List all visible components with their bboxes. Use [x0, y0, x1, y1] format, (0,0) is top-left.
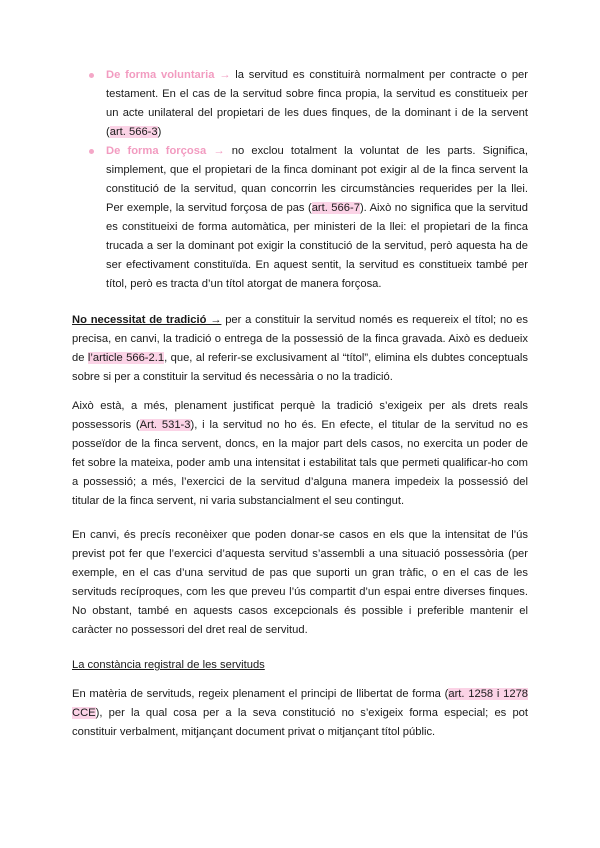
item-text-end: ): [157, 126, 162, 138]
paragraph-text: Això està, a més, plenament justificat perquè la tradició s’exigeix per als drets reals possessoris (: [72, 400, 528, 431]
constitution-forms-list: [0, 66, 600, 294]
paragraph-registry: [72, 685, 528, 742]
article-ref: art. 566-7: [311, 202, 360, 214]
term-voluntary: De forma voluntaria: [106, 69, 215, 81]
item-text: la servitud es constituirà normalment per contracte o per testament. En el cas de la servitud sobre finca propia, la servitud es constitueix per un acte unilateral del propietari de les dues finques, de la dominant i de la servent (: [106, 69, 528, 138]
paragraph-text: En matèria de servituds, regeix plenament el principi de llibertat de forma (: [72, 688, 449, 700]
list-item-forced: [0, 142, 600, 294]
article-ref: art. 566-3: [109, 126, 158, 138]
list-item-voluntary: [0, 66, 600, 142]
section-heading-registry: La constància registral de les servituds: [72, 659, 265, 671]
paragraph-text-end: , que, al referir-se exclusivament al “títol”, elimina els dubtes conceptuals sobre si per a constituir la servitud és necessària o no la tradició.: [72, 352, 528, 383]
paragraph-tradition: [72, 311, 528, 387]
paragraph-text: per a constituir la servitud només es requereix el títol; no es precisa, en canvi, la tradició o entrega de la possessió de la finca gravada. Això es dedueix de: [72, 314, 528, 364]
bullet-dot-icon: [89, 149, 94, 154]
paragraph-text-end: ), i la servitud no ho és. En efecte, el titular de la servitud no es posseïdor de la finca servent, doncs, en la major part dels casos, no exercita un poder de fet sobre la mateixa, poder amb una intensitat i estabilitat tals que permeti qualificar-ho com a possessió; a més, l’exercici de la servitud d’alguna manera impedeix la possessió del titular de la finca servent, ni varia substancialment el seu contingut.: [72, 419, 528, 507]
section-heading: No necessitat de tradició →: [72, 314, 222, 326]
arrow-icon: →: [219, 69, 231, 81]
term-forced: De forma forçosa: [106, 145, 207, 157]
article-ref: l’article 566-2.1: [87, 352, 165, 364]
paragraph-exceptions: En canvi, és precís reconèixer que poden donar-se casos en els que la intensitat de l’ús previst pot fer que l’exercici d’aquesta servitud s’assembli a una situació possessòria (per exemple, en el cas d’una servitud de pas que suporti un gran tràfic, o en el cas de les servituds recíproques, com les que preveu l’ús compartit d’un espai entre diverses finques. No obstant, també en aquests casos excepcionals és possible i preferible mantenir el caràcter no possessori del dret real de servitud.: [72, 529, 528, 636]
arrow-icon: →: [213, 145, 225, 157]
bullet-dot-icon: [89, 73, 94, 78]
item-text-end: ). Això no significa que la servitud es constitueixi de forma automàtica, per ministeri de la llei: el propietari de la finca trucada a ser la dominant pot exigir la constitució de la servitud, però aquesta ha de ser efectivament constituïda. En aquest sentit, la servitud es constitueix també per títol, però es tracta d’un títol atorgat de manera forçosa.: [106, 202, 528, 290]
item-text: no exclou totalment la voluntat de les parts. Significa, simplement, que el propietari de la finca dominant pot exigir al de la finca servent la constitució de la servitud, quan concorrin les circumstàncies requerides per la llei. Per exemple, la servitud forçosa de pas (: [106, 145, 528, 214]
paragraph-justification: [72, 397, 528, 511]
paragraph-text-end: ), per la qual cosa per a la seva constitució no s’exigeix forma especial; es pot constituir verbalment, mitjançant document privat o mitjançant títol públic.: [72, 707, 528, 738]
article-ref: art. 1258 i 1278 CCE: [72, 688, 529, 719]
article-ref: Art. 531-3: [139, 419, 191, 431]
